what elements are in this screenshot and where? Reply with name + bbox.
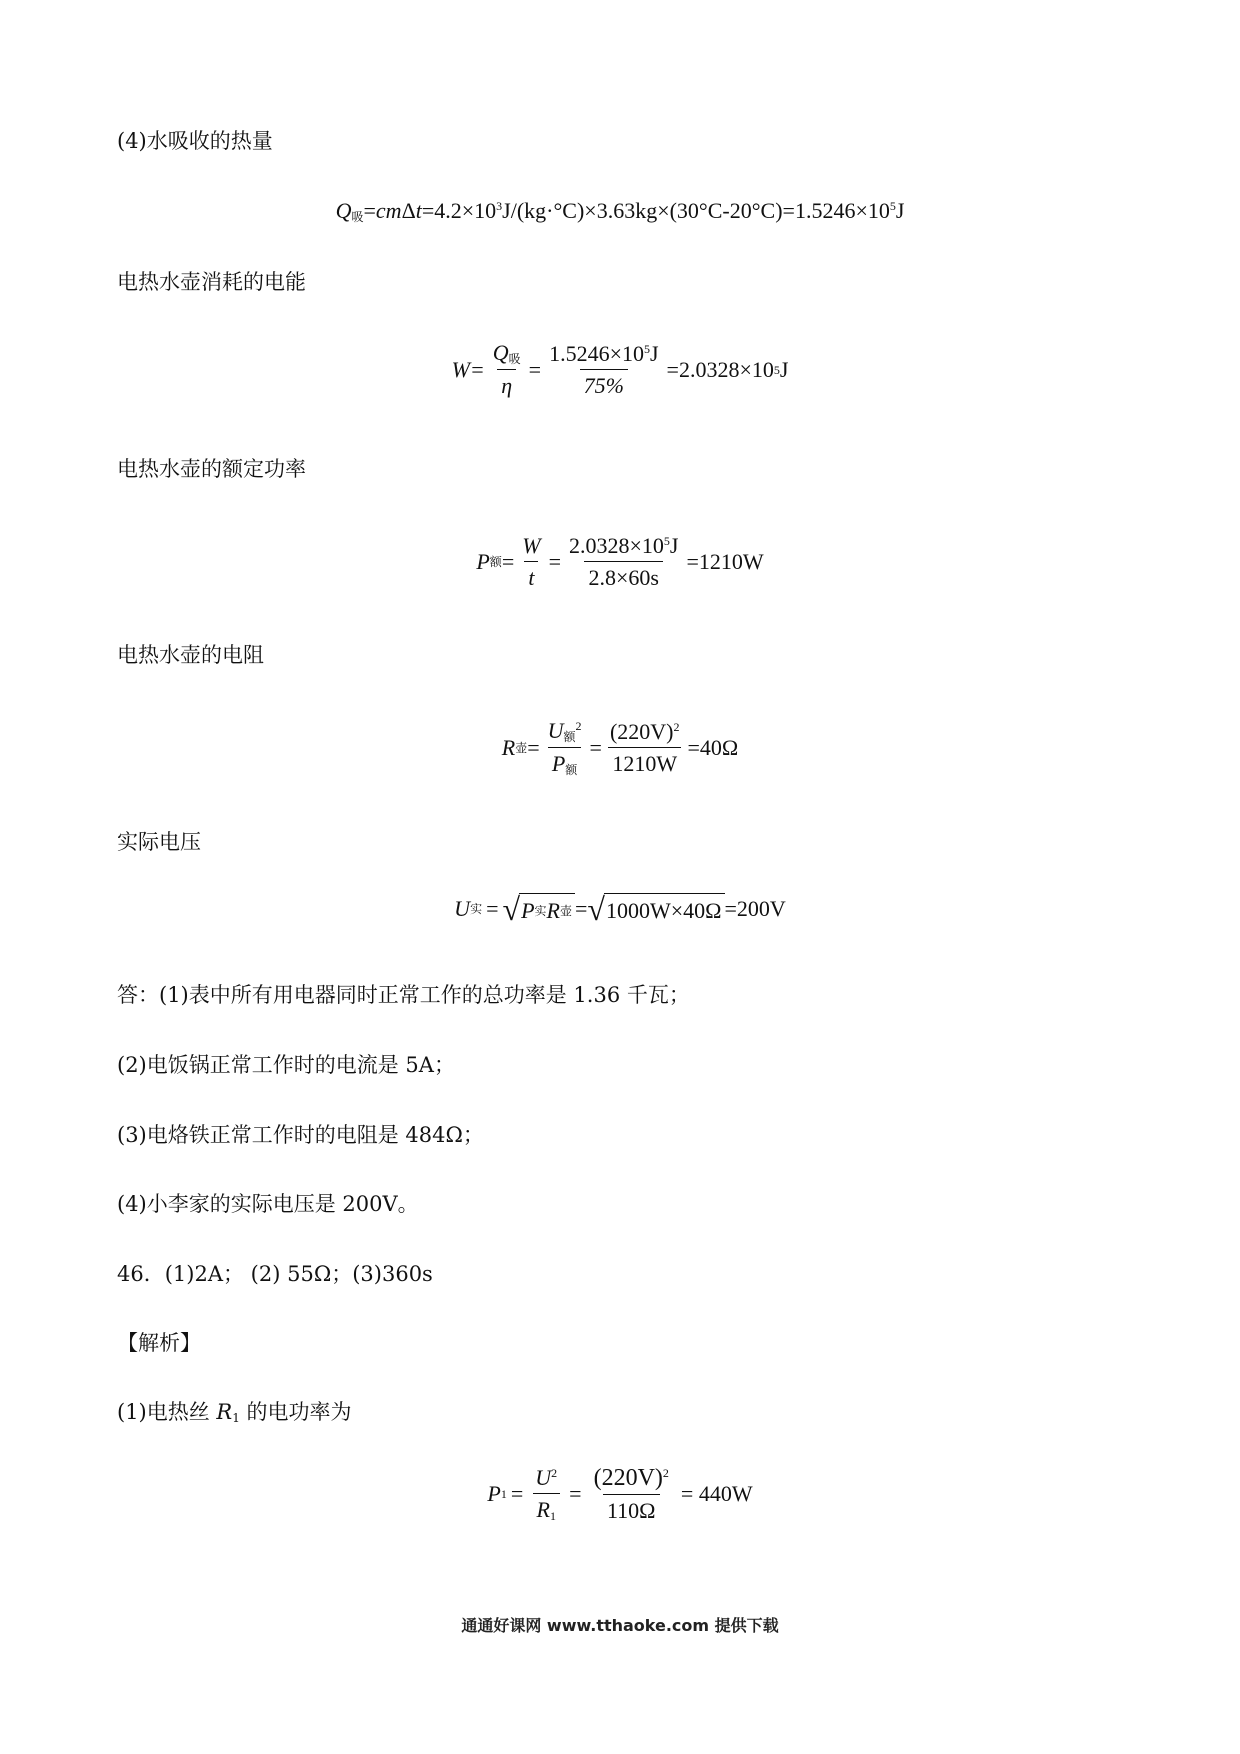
resistance-heading: 电热水壶的电阻 bbox=[117, 643, 264, 667]
analysis-tag: 【解析】 bbox=[117, 1331, 201, 1355]
answer-1: 答：(1)表中所有用电器同时正常工作的总功率是 1.36 千瓦； bbox=[117, 983, 690, 1007]
question-46-answers: 46．(1)2A； (2) 55Ω；(3)360s bbox=[117, 1262, 433, 1286]
equation-kettle-resistance: R 壶 = $\frac{U_额^2}{P_额}$ = $\frac{(220V)^2}{1210W}$ =40Ω bbox=[501, 718, 739, 777]
rated-power-heading: 电热水壶的额定功率 bbox=[117, 457, 306, 481]
energy-heading: 电热水壶消耗的电能 bbox=[117, 270, 306, 294]
section4-heading: (4)水吸收的热量 bbox=[117, 129, 273, 153]
page-footer: 通通好课网 www.tthaoke.com 提供下载 bbox=[461, 1616, 779, 1635]
equation-electric-energy: W= $\frac{Q_吸}{\eta}$ = $\frac{1.5246\times 10^5J}{75\%}$ =2.0328×10 5 J bbox=[451, 340, 789, 398]
equation-p1: P 1 = $\frac{U^2}{R_1}$ = $\frac{(220V)^2}{110\Omega}$ = 440W bbox=[487, 1464, 753, 1523]
equation-actual-voltage: U 实 = √ P 实 R 壶 = √ 1000W×40Ω =200V bbox=[454, 891, 786, 927]
answer-2: (2)电饭锅正常工作时的电流是 5A； bbox=[117, 1053, 455, 1077]
step1-text: (1)电热丝 $R_1$ 的电功率为 bbox=[117, 1400, 352, 1425]
equation-rated-power: P 额 = $\frac{W}{t}$ = $\frac{2.0328\times 10^5J}{2.8\times 60s}$ =1210W bbox=[476, 533, 764, 590]
answer-4: (4)小李家的实际电压是 200V。 bbox=[117, 1192, 419, 1216]
actual-voltage-heading: 实际电压 bbox=[117, 830, 201, 854]
answer-3: (3)电烙铁正常工作时的电阻是 484Ω； bbox=[117, 1123, 484, 1147]
equation-heat-absorbed: $Q_吸=cm\Delta t=4.2\times 10^3J/(kg\cdot^\circ C)\times 3.63kg\times(30^\circ C-20^\circ C)=1.5246\times 10^5J$ bbox=[335, 198, 905, 224]
